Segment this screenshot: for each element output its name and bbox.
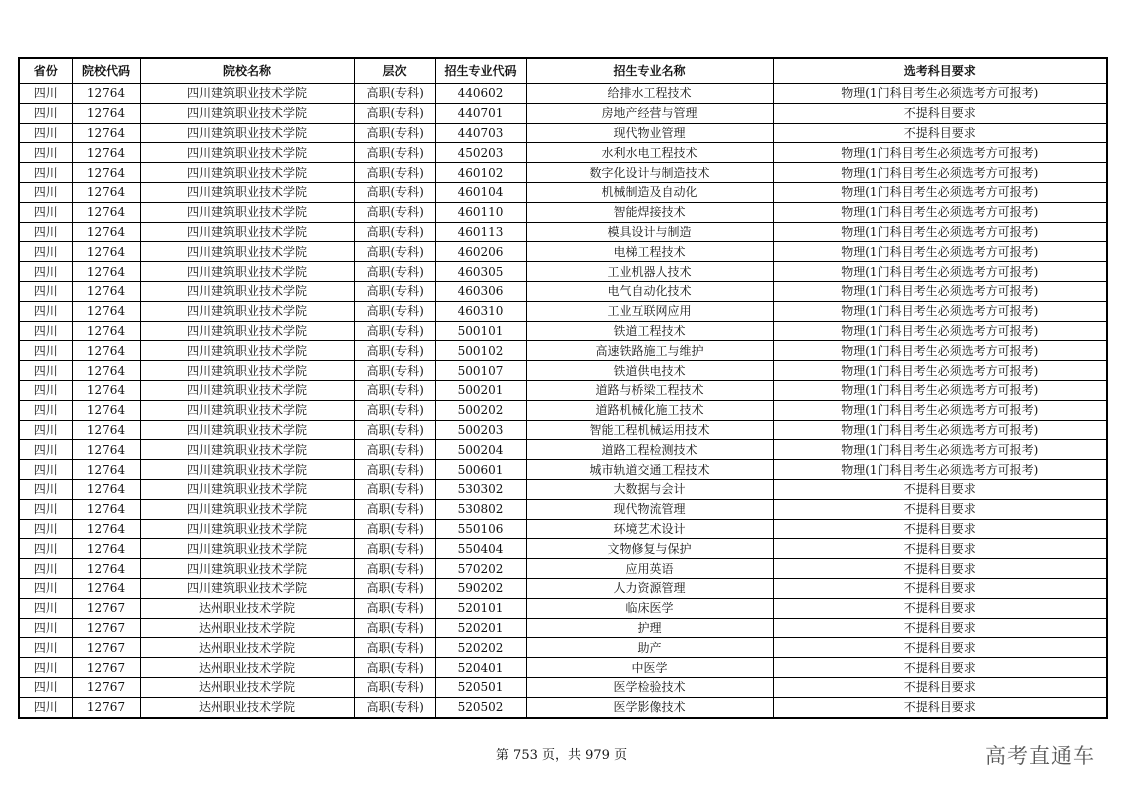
subject-requirement-cell: 物理(1门科目考生必须选考方可报考) xyxy=(773,301,1107,321)
major-code-cell: 460110 xyxy=(435,202,526,222)
level-cell: 高职(专科) xyxy=(354,163,435,183)
major-name-cell: 工业互联网应用 xyxy=(526,301,773,321)
province-cell: 四川 xyxy=(19,638,72,658)
subject-requirement-cell: 不提科目要求 xyxy=(773,598,1107,618)
school-name-cell: 四川建筑职业技术学院 xyxy=(140,400,354,420)
subject-requirement-cell: 不提科目要求 xyxy=(773,638,1107,658)
major-name-cell: 铁道供电技术 xyxy=(526,361,773,381)
school-code-cell: 12764 xyxy=(72,84,140,104)
table-row xyxy=(19,321,1107,341)
level-cell: 高职(专科) xyxy=(354,677,435,697)
table-row xyxy=(19,539,1107,559)
province-cell: 四川 xyxy=(19,440,72,460)
level-cell: 高职(专科) xyxy=(354,420,435,440)
subject-requirement-cell: 不提科目要求 xyxy=(773,123,1107,143)
table-row xyxy=(19,123,1107,143)
level-cell: 高职(专科) xyxy=(354,242,435,262)
school-name-cell: 四川建筑职业技术学院 xyxy=(140,380,354,400)
table-row xyxy=(19,519,1107,539)
table-row xyxy=(19,658,1107,678)
school-name-cell: 四川建筑职业技术学院 xyxy=(140,123,354,143)
table-row xyxy=(19,440,1107,460)
major-code-cell: 500202 xyxy=(435,400,526,420)
school-name-cell: 四川建筑职业技术学院 xyxy=(140,440,354,460)
subject-requirement-cell: 物理(1门科目考生必须选考方可报考) xyxy=(773,400,1107,420)
subject-requirement-cell: 不提科目要求 xyxy=(773,519,1107,539)
school-code-cell: 12764 xyxy=(72,440,140,460)
province-cell: 四川 xyxy=(19,202,72,222)
school-name-cell: 四川建筑职业技术学院 xyxy=(140,281,354,301)
school-code-cell: 12764 xyxy=(72,460,140,480)
province-cell: 四川 xyxy=(19,658,72,678)
province-cell: 四川 xyxy=(19,519,72,539)
school-code-cell: 12764 xyxy=(72,301,140,321)
table-row xyxy=(19,281,1107,301)
subject-requirement-cell: 不提科目要求 xyxy=(773,499,1107,519)
school-name-cell: 四川建筑职业技术学院 xyxy=(140,420,354,440)
province-cell: 四川 xyxy=(19,84,72,104)
province-cell: 四川 xyxy=(19,380,72,400)
school-code-cell: 12767 xyxy=(72,618,140,638)
subject-requirement-cell: 物理(1门科目考生必须选考方可报考) xyxy=(773,321,1107,341)
school-code-cell: 12767 xyxy=(72,598,140,618)
table-row xyxy=(19,202,1107,222)
school-name-cell: 四川建筑职业技术学院 xyxy=(140,321,354,341)
page-number: 第 753 页，共 979 页 xyxy=(495,748,628,763)
major-name-cell: 医学检验技术 xyxy=(526,677,773,697)
header-major-name: 招生专业名称 xyxy=(526,58,773,84)
level-cell: 高职(专科) xyxy=(354,440,435,460)
level-cell: 高职(专科) xyxy=(354,222,435,242)
school-name-cell: 四川建筑职业技术学院 xyxy=(140,84,354,104)
table-row xyxy=(19,143,1107,163)
province-cell: 四川 xyxy=(19,559,72,579)
level-cell: 高职(专科) xyxy=(354,262,435,282)
major-code-cell: 460306 xyxy=(435,281,526,301)
major-name-cell: 人力资源管理 xyxy=(526,578,773,598)
header-subject-requirement: 选考科目要求 xyxy=(773,58,1107,84)
major-name-cell: 机械制造及自动化 xyxy=(526,182,773,202)
province-cell: 四川 xyxy=(19,499,72,519)
major-code-cell: 520401 xyxy=(435,658,526,678)
major-code-cell: 460113 xyxy=(435,222,526,242)
school-code-cell: 12764 xyxy=(72,479,140,499)
subject-requirement-cell: 不提科目要求 xyxy=(773,658,1107,678)
major-code-cell: 550106 xyxy=(435,519,526,539)
header-major-code: 招生专业代码 xyxy=(435,58,526,84)
major-code-cell: 520502 xyxy=(435,697,526,717)
school-name-cell: 四川建筑职业技术学院 xyxy=(140,182,354,202)
table-row xyxy=(19,380,1107,400)
school-code-cell: 12764 xyxy=(72,499,140,519)
major-code-cell: 500201 xyxy=(435,380,526,400)
subject-requirement-cell: 不提科目要求 xyxy=(773,559,1107,579)
major-name-cell: 中医学 xyxy=(526,658,773,678)
subject-requirement-cell: 物理(1门科目考生必须选考方可报考) xyxy=(773,420,1107,440)
school-name-cell: 四川建筑职业技术学院 xyxy=(140,479,354,499)
table-row xyxy=(19,697,1107,717)
level-cell: 高职(专科) xyxy=(354,658,435,678)
major-code-cell: 520501 xyxy=(435,677,526,697)
major-name-cell: 大数据与会计 xyxy=(526,479,773,499)
province-cell: 四川 xyxy=(19,143,72,163)
level-cell: 高职(专科) xyxy=(354,578,435,598)
level-cell: 高职(专科) xyxy=(354,499,435,519)
province-cell: 四川 xyxy=(19,262,72,282)
table-row xyxy=(19,163,1107,183)
table-row xyxy=(19,262,1107,282)
subject-requirement-cell: 不提科目要求 xyxy=(773,677,1107,697)
major-name-cell: 数字化设计与制造技术 xyxy=(526,163,773,183)
table-row xyxy=(19,301,1107,321)
province-cell: 四川 xyxy=(19,578,72,598)
school-name-cell: 四川建筑职业技术学院 xyxy=(140,143,354,163)
subject-requirement-cell: 物理(1门科目考生必须选考方可报考) xyxy=(773,202,1107,222)
major-code-cell: 460102 xyxy=(435,163,526,183)
major-name-cell: 模具设计与制造 xyxy=(526,222,773,242)
major-code-cell: 590202 xyxy=(435,578,526,598)
school-code-cell: 12764 xyxy=(72,123,140,143)
school-name-cell: 四川建筑职业技术学院 xyxy=(140,222,354,242)
table-body xyxy=(19,84,1107,718)
subject-requirement-cell: 不提科目要求 xyxy=(773,539,1107,559)
table-row xyxy=(19,618,1107,638)
major-name-cell: 高速铁路施工与维护 xyxy=(526,341,773,361)
province-cell: 四川 xyxy=(19,539,72,559)
table-row xyxy=(19,84,1107,104)
school-name-cell: 四川建筑职业技术学院 xyxy=(140,242,354,262)
level-cell: 高职(专科) xyxy=(354,539,435,559)
table-row xyxy=(19,420,1107,440)
school-code-cell: 12764 xyxy=(72,321,140,341)
level-cell: 高职(专科) xyxy=(354,638,435,658)
level-cell: 高职(专科) xyxy=(354,301,435,321)
major-name-cell: 护理 xyxy=(526,618,773,638)
school-code-cell: 12764 xyxy=(72,103,140,123)
level-cell: 高职(专科) xyxy=(354,103,435,123)
school-code-cell: 12764 xyxy=(72,242,140,262)
table-row xyxy=(19,638,1107,658)
level-cell: 高职(专科) xyxy=(354,519,435,539)
province-cell: 四川 xyxy=(19,321,72,341)
school-code-cell: 12764 xyxy=(72,163,140,183)
major-name-cell: 智能焊接技术 xyxy=(526,202,773,222)
major-name-cell: 临床医学 xyxy=(526,598,773,618)
major-name-cell: 工业机器人技术 xyxy=(526,262,773,282)
major-name-cell: 道路机械化施工技术 xyxy=(526,400,773,420)
subject-requirement-cell: 物理(1门科目考生必须选考方可报考) xyxy=(773,143,1107,163)
subject-requirement-cell: 物理(1门科目考生必须选考方可报考) xyxy=(773,84,1107,104)
school-name-cell: 四川建筑职业技术学院 xyxy=(140,301,354,321)
school-name-cell: 四川建筑职业技术学院 xyxy=(140,361,354,381)
major-name-cell: 房地产经营与管理 xyxy=(526,103,773,123)
level-cell: 高职(专科) xyxy=(354,182,435,202)
major-code-cell: 500102 xyxy=(435,341,526,361)
province-cell: 四川 xyxy=(19,460,72,480)
major-name-cell: 给排水工程技术 xyxy=(526,84,773,104)
school-name-cell: 四川建筑职业技术学院 xyxy=(140,460,354,480)
table-row xyxy=(19,479,1107,499)
province-cell: 四川 xyxy=(19,598,72,618)
school-code-cell: 12767 xyxy=(72,677,140,697)
province-cell: 四川 xyxy=(19,281,72,301)
school-code-cell: 12767 xyxy=(72,638,140,658)
school-code-cell: 12764 xyxy=(72,361,140,381)
table-row xyxy=(19,400,1107,420)
table-row xyxy=(19,460,1107,480)
level-cell: 高职(专科) xyxy=(354,341,435,361)
major-code-cell: 500204 xyxy=(435,440,526,460)
province-cell: 四川 xyxy=(19,400,72,420)
major-code-cell: 440701 xyxy=(435,103,526,123)
watermark-logo: 高考直通车 xyxy=(985,744,1095,768)
major-name-cell: 城市轨道交通工程技术 xyxy=(526,460,773,480)
province-cell: 四川 xyxy=(19,697,72,717)
school-name-cell: 达州职业技术学院 xyxy=(140,697,354,717)
school-code-cell: 12764 xyxy=(72,182,140,202)
subject-requirement-cell: 物理(1门科目考生必须选考方可报考) xyxy=(773,380,1107,400)
school-name-cell: 四川建筑职业技术学院 xyxy=(140,539,354,559)
subject-requirement-cell: 物理(1门科目考生必须选考方可报考) xyxy=(773,281,1107,301)
table-row xyxy=(19,103,1107,123)
subject-requirement-cell: 不提科目要求 xyxy=(773,578,1107,598)
subject-requirement-cell: 物理(1门科目考生必须选考方可报考) xyxy=(773,242,1107,262)
header-province: 省份 xyxy=(19,58,72,84)
level-cell: 高职(专科) xyxy=(354,559,435,579)
province-cell: 四川 xyxy=(19,222,72,242)
major-name-cell: 助产 xyxy=(526,638,773,658)
table-header-row xyxy=(19,58,1107,84)
level-cell: 高职(专科) xyxy=(354,598,435,618)
school-code-cell: 12764 xyxy=(72,202,140,222)
school-code-cell: 12767 xyxy=(72,658,140,678)
level-cell: 高职(专科) xyxy=(354,123,435,143)
province-cell: 四川 xyxy=(19,341,72,361)
subject-requirement-cell: 物理(1门科目考生必须选考方可报考) xyxy=(773,440,1107,460)
major-code-cell: 500101 xyxy=(435,321,526,341)
school-code-cell: 12767 xyxy=(72,697,140,717)
subject-requirement-cell: 不提科目要求 xyxy=(773,618,1107,638)
level-cell: 高职(专科) xyxy=(354,618,435,638)
level-cell: 高职(专科) xyxy=(354,400,435,420)
level-cell: 高职(专科) xyxy=(354,281,435,301)
table-row xyxy=(19,578,1107,598)
school-code-cell: 12764 xyxy=(72,578,140,598)
admission-table xyxy=(18,57,1108,719)
subject-requirement-cell: 物理(1门科目考生必须选考方可报考) xyxy=(773,262,1107,282)
major-code-cell: 460206 xyxy=(435,242,526,262)
major-name-cell: 水利水电工程技术 xyxy=(526,143,773,163)
school-name-cell: 四川建筑职业技术学院 xyxy=(140,163,354,183)
school-code-cell: 12764 xyxy=(72,420,140,440)
major-code-cell: 520201 xyxy=(435,618,526,638)
subject-requirement-cell: 不提科目要求 xyxy=(773,697,1107,717)
major-code-cell: 570202 xyxy=(435,559,526,579)
major-code-cell: 520101 xyxy=(435,598,526,618)
school-name-cell: 四川建筑职业技术学院 xyxy=(140,341,354,361)
school-name-cell: 达州职业技术学院 xyxy=(140,677,354,697)
table-row xyxy=(19,341,1107,361)
school-code-cell: 12764 xyxy=(72,341,140,361)
subject-requirement-cell: 物理(1门科目考生必须选考方可报考) xyxy=(773,460,1107,480)
school-name-cell: 四川建筑职业技术学院 xyxy=(140,499,354,519)
major-name-cell: 文物修复与保护 xyxy=(526,539,773,559)
province-cell: 四川 xyxy=(19,163,72,183)
major-code-cell: 520202 xyxy=(435,638,526,658)
school-name-cell: 四川建筑职业技术学院 xyxy=(140,202,354,222)
major-code-cell: 530802 xyxy=(435,499,526,519)
level-cell: 高职(专科) xyxy=(354,697,435,717)
major-code-cell: 530302 xyxy=(435,479,526,499)
province-cell: 四川 xyxy=(19,361,72,381)
major-name-cell: 电梯工程技术 xyxy=(526,242,773,262)
school-code-cell: 12764 xyxy=(72,519,140,539)
table-row xyxy=(19,598,1107,618)
school-name-cell: 达州职业技术学院 xyxy=(140,618,354,638)
major-code-cell: 500107 xyxy=(435,361,526,381)
major-name-cell: 医学影像技术 xyxy=(526,697,773,717)
school-name-cell: 四川建筑职业技术学院 xyxy=(140,519,354,539)
major-code-cell: 440602 xyxy=(435,84,526,104)
major-code-cell: 440703 xyxy=(435,123,526,143)
table-row xyxy=(19,222,1107,242)
school-name-cell: 四川建筑职业技术学院 xyxy=(140,103,354,123)
table-row xyxy=(19,559,1107,579)
major-name-cell: 智能工程机械运用技术 xyxy=(526,420,773,440)
major-code-cell: 460305 xyxy=(435,262,526,282)
major-name-cell: 现代物业管理 xyxy=(526,123,773,143)
province-cell: 四川 xyxy=(19,103,72,123)
province-cell: 四川 xyxy=(19,301,72,321)
school-code-cell: 12764 xyxy=(72,222,140,242)
level-cell: 高职(专科) xyxy=(354,380,435,400)
header-school-name: 院校名称 xyxy=(140,58,354,84)
subject-requirement-cell: 不提科目要求 xyxy=(773,479,1107,499)
subject-requirement-cell: 物理(1门科目考生必须选考方可报考) xyxy=(773,163,1107,183)
major-code-cell: 460104 xyxy=(435,182,526,202)
school-name-cell: 达州职业技术学院 xyxy=(140,598,354,618)
school-name-cell: 达州职业技术学院 xyxy=(140,638,354,658)
subject-requirement-cell: 不提科目要求 xyxy=(773,103,1107,123)
school-name-cell: 四川建筑职业技术学院 xyxy=(140,262,354,282)
school-code-cell: 12764 xyxy=(72,400,140,420)
province-cell: 四川 xyxy=(19,242,72,262)
major-code-cell: 500203 xyxy=(435,420,526,440)
level-cell: 高职(专科) xyxy=(354,84,435,104)
school-code-cell: 12764 xyxy=(72,539,140,559)
school-name-cell: 四川建筑职业技术学院 xyxy=(140,559,354,579)
major-name-cell: 现代物流管理 xyxy=(526,499,773,519)
table-row xyxy=(19,182,1107,202)
school-code-cell: 12764 xyxy=(72,559,140,579)
province-cell: 四川 xyxy=(19,677,72,697)
school-code-cell: 12764 xyxy=(72,281,140,301)
major-name-cell: 环境艺术设计 xyxy=(526,519,773,539)
subject-requirement-cell: 物理(1门科目考生必须选考方可报考) xyxy=(773,222,1107,242)
header-level: 层次 xyxy=(354,58,435,84)
level-cell: 高职(专科) xyxy=(354,143,435,163)
major-name-cell: 铁道工程技术 xyxy=(526,321,773,341)
table-row xyxy=(19,361,1107,381)
level-cell: 高职(专科) xyxy=(354,202,435,222)
major-name-cell: 应用英语 xyxy=(526,559,773,579)
school-name-cell: 四川建筑职业技术学院 xyxy=(140,578,354,598)
subject-requirement-cell: 物理(1门科目考生必须选考方可报考) xyxy=(773,182,1107,202)
province-cell: 四川 xyxy=(19,123,72,143)
province-cell: 四川 xyxy=(19,479,72,499)
major-name-cell: 道路工程检测技术 xyxy=(526,440,773,460)
level-cell: 高职(专科) xyxy=(354,479,435,499)
table-row xyxy=(19,499,1107,519)
major-code-cell: 460310 xyxy=(435,301,526,321)
school-code-cell: 12764 xyxy=(72,143,140,163)
level-cell: 高职(专科) xyxy=(354,321,435,341)
province-cell: 四川 xyxy=(19,618,72,638)
level-cell: 高职(专科) xyxy=(354,361,435,381)
major-name-cell: 道路与桥梁工程技术 xyxy=(526,380,773,400)
province-cell: 四川 xyxy=(19,420,72,440)
table-row xyxy=(19,242,1107,262)
school-name-cell: 达州职业技术学院 xyxy=(140,658,354,678)
header-school-code: 院校代码 xyxy=(72,58,140,84)
subject-requirement-cell: 物理(1门科目考生必须选考方可报考) xyxy=(773,341,1107,361)
major-code-cell: 500601 xyxy=(435,460,526,480)
major-name-cell: 电气自动化技术 xyxy=(526,281,773,301)
school-code-cell: 12764 xyxy=(72,262,140,282)
subject-requirement-cell: 物理(1门科目考生必须选考方可报考) xyxy=(773,361,1107,381)
level-cell: 高职(专科) xyxy=(354,460,435,480)
province-cell: 四川 xyxy=(19,182,72,202)
school-code-cell: 12764 xyxy=(72,380,140,400)
table-row xyxy=(19,677,1107,697)
major-code-cell: 550404 xyxy=(435,539,526,559)
major-code-cell: 450203 xyxy=(435,143,526,163)
